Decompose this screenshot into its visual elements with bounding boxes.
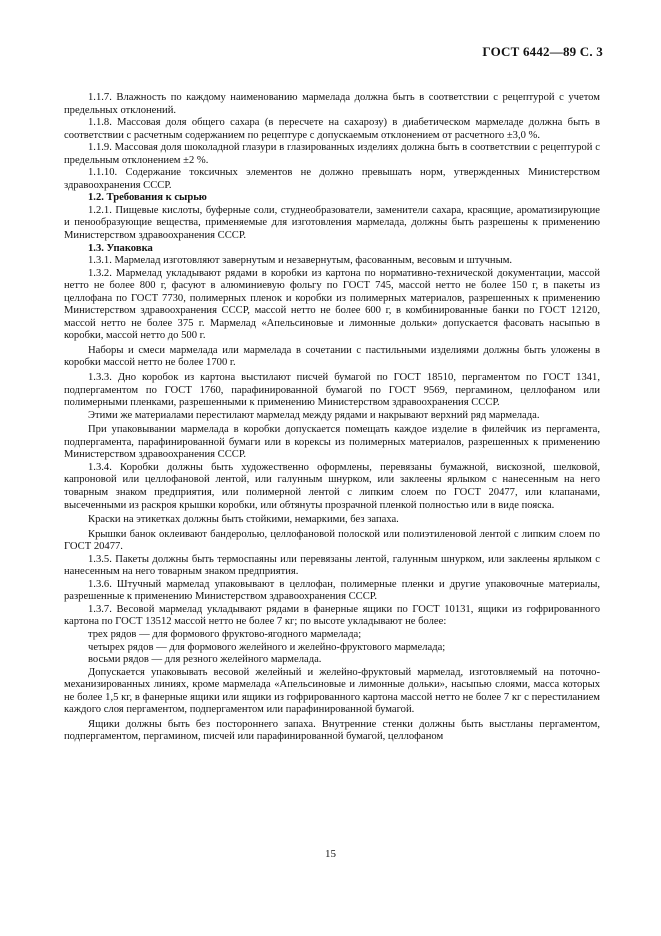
paragraph-1-3-4: 1.3.4. Коробки должны быть художественно оформлены, перевязаны бумажной, вискозной, шелковой, капроновой или целлофановой лентой, или галунным шнурком, или заклеены ярлыком с нанесенным на него товарным знаком предприятия, или полимерной лентой с липким слоем по ГОСТ 20477, или клапанами, высеченными из раскроя крышки коробки, или обтянуты прозрачной пленкой полностью или в виде пояска. [64, 461, 600, 511]
page-number: 15 [325, 848, 336, 860]
paragraph-packing-filet: При упаковывании мармелада в коробки допускается помещать каждое изделие в филейчик из пергамента, подпергамента, парафинированной бумаги или в корексы из полимерных материалов, разрешенных к применению Министерством здравоохранения СССР. [64, 424, 600, 461]
paragraph-1-3-5: 1.3.5. Пакеты должны быть термоспаяны или перевязаны лентой, галунным шнурком, или заклеены ярлыком с нанесенным на него товарным знаком предприятия. [64, 553, 600, 578]
paragraph-1-1-9: 1.1.9. Массовая доля шоколадной глазури в глазированных изделиях должна быть в соответствии с рецептурой с предельным отклонением ±2 %. [64, 142, 600, 166]
paragraph-1-3-6: 1.3.6. Штучный мармелад упаковывают в целлофан, полимерные пленки и другие упаковочные материалы, разрешенные к применению Министерством здравоохранения СССР. [64, 578, 600, 603]
paragraph-same-materials: Этими же материалами перестилают мармелад между рядами и накрывают верхний ряд мармелада. [88, 409, 540, 421]
paragraph-1-3-2: 1.3.2. Мармелад укладывают рядами в коробки из картона по нормативно-технической документации, массой нетто не более 800 г, фасуют в алюминиевую фольгу по ГОСТ 745, массой нетто не более 150 г, в пакеты из целлофана по ГОСТ 7730, полимерных пленок и коробки из полимерных материалов, разрешенных к применению Министерством здравоохранения СССР, массой нетто не более 600 г, в комбинированные банки по ГОСТ 12120, массой нетто не более 375 г. Мармелад «Апельсиновые и лимонные дольки» допускается фасовать насыпью в коробки, массой нетто до 500 г. [64, 267, 600, 342]
paragraph-sets: Наборы и смеси мармелада или мармелада в сочетании с пастильными изделиями должны быть уложены в коробки массой нетто не более 1700 г. [64, 344, 600, 369]
paragraph-1-3-1: 1.3.1. Мармелад изготовляют завернутым и незавернутым, фасованным, весовым и штучным. [88, 255, 513, 267]
paragraph-1-2-1: 1.2.1. Пищевые кислоты, буферные соли, студнеобразователи, заменители сахара, красящие, ароматизирующие и пенообразующие вещества, применяемые для изготовления мармелада, должны быть разрешены к применению Министерством здравоохранения СССР. [64, 204, 600, 242]
paragraph-label-paints: Краски на этикетках должны быть стойкими, немаркими, без запаха. [88, 514, 399, 526]
paragraph-1-1-8: 1.1.8. Массовая доля общего сахара (в пересчете на сахарозу) в диабетическом мармеладе должна быть в соответствии с расчетным содержанием по рецептуре с допускаемым отклонением от расчетного ±3,0 %. [64, 117, 600, 141]
paragraph-1-3-3: 1.3.3. Дно коробок из картона выстилают писчей бумагой по ГОСТ 18510, пергаментом по ГОСТ 1341, подпергаментом по ГОСТ 1760, парафинированной бумагой по ГОСТ 9569, пергамином, целлофаном или полимерными пленками, разрешенными к применению Министерством здравоохранения СССР. [64, 372, 600, 409]
list-item-eight-rows: восьми рядов — для резного желейного мармелада. [88, 654, 322, 666]
section-heading-1-3: 1.3. Упаковка [88, 242, 153, 254]
paragraph-1-3-7: 1.3.7. Весовой мармелад укладывают рядами в фанерные ящики по ГОСТ 10131, ящики из гофрированного картона по ГОСТ 13512 массой нетто не более 7 кг; по высоте укладывают не более: [64, 603, 600, 628]
page-header: ГОСТ 6442—89 С. 3 [482, 44, 603, 59]
paragraph-1-1-10: 1.1.10. Содержание токсичных элементов не должно превышать норм, утвержденных Министерством здравоохранения СССР. [64, 167, 600, 191]
paragraph-boxes-odor: Ящики должны быть без постороннего запаха. Внутренние стенки должны быть выстланы пергаментом, подпергаментом, пергамином, писчей или парафинированной бумагой, целлофаном [64, 718, 600, 743]
paragraph-1-1-7: 1.1.7. Влажность по каждому наименованию мармелада должна быть в соответствии с рецептурой с учетом предельных отклонений. [64, 92, 600, 116]
section-heading-1-2: 1.2. Требования к сырью [88, 192, 207, 204]
paragraph-jar-lids: Крышки банок оклеивают бандеролью, целлофановой полоской или полиэтиленовой лентой с липким слоем по ГОСТ 20477. [64, 528, 600, 553]
paragraph-bulk-packing: Допускается упаковывать весовой желейный и желейно-фруктовый мармелад, изготовляемый на поточно-механизированных линиях, кроме мармелада «Апельсиновые и лимонные дольки», насыпью слоями, масса которых не более 1,5 кг, в фанерные ящики или ящики из гофрированного картона массой нетто не более 7 кг с перестиланием каждого слоя пергаментом, подпергаментом или парафинированной бумагой. [64, 666, 600, 716]
list-item-four-rows: четырех рядов — для формового желейного и желейно-фруктового мармелада; [88, 641, 446, 653]
document-body [64, 92, 600, 744]
list-item-three-rows: трех рядов — для формового фруктово-ягодного мармелада; [88, 628, 362, 640]
